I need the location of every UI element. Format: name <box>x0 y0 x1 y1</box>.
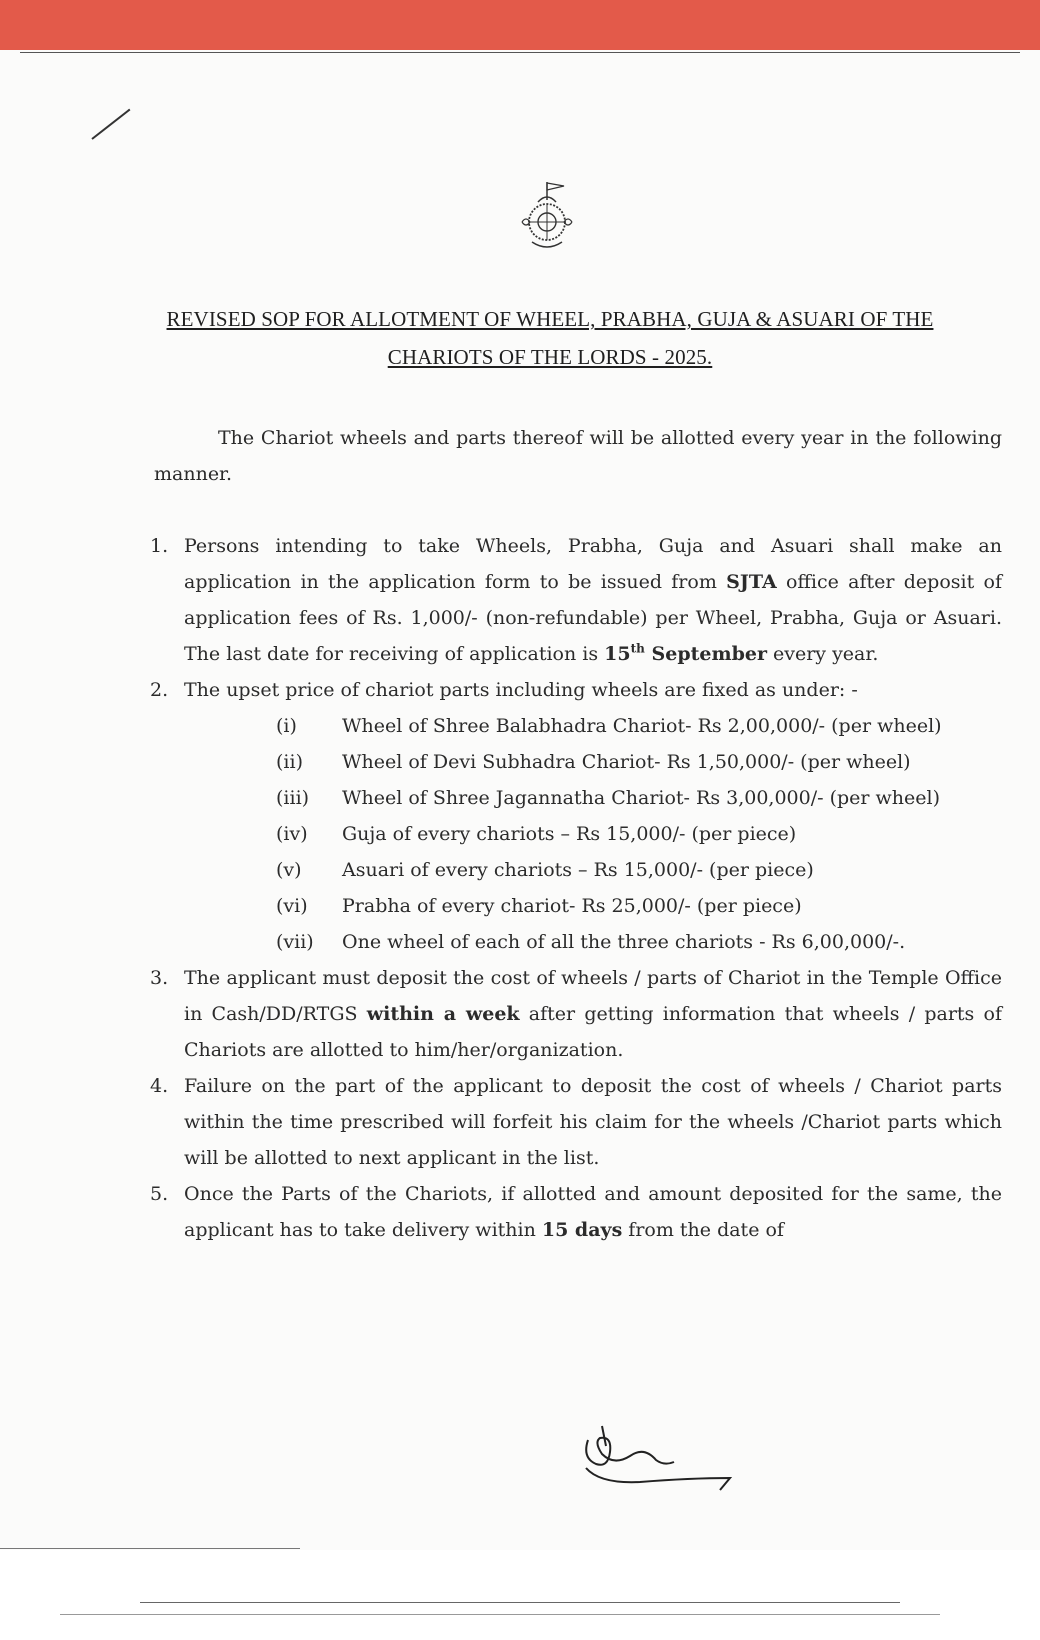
price-item <box>276 852 1002 888</box>
price-item <box>276 780 1002 816</box>
price-item-text: Prabha of every chariot- Rs 25,000/- (per piece) <box>342 895 802 917</box>
deadline-day: 15 <box>604 643 631 665</box>
price-item <box>276 816 1002 852</box>
price-item <box>276 924 1002 960</box>
price-item-text: Asuari of every chariots – Rs 15,000/- (per piece) <box>342 859 814 881</box>
item-text: every year. <box>766 643 879 665</box>
item-number: 3. <box>150 967 169 989</box>
list-item-1 <box>150 528 1002 672</box>
list-item-3 <box>150 960 1002 1068</box>
deadline-month: September <box>644 643 767 665</box>
footer-line <box>140 1602 900 1603</box>
price-item-text: Wheel of Devi Subhadra Chariot- Rs 1,50,000/- (per wheel) <box>342 751 911 773</box>
item-text: Once the Parts of the Chariots, if allotted and amount deposited for the same, the applicant has to take delivery within <box>184 1183 1002 1241</box>
item-text: The applicant must deposit the cost of wheels / parts of Chariot in the Temple Office in Cash/DD/RTGS <box>184 967 1002 1025</box>
deadline-day-suffix: th <box>630 641 645 656</box>
item-number: 4. <box>150 1075 169 1097</box>
list-item-5 <box>150 1176 1002 1248</box>
price-item-number: (v) <box>276 859 302 881</box>
title-line-1: REVISED SOP FOR ALLOTMENT OF WHEEL, PRABHA, GUJA & ASUARI OF THE <box>166 307 934 331</box>
item-text: after getting information that wheels / parts of Chariots are allotted to him/her/organization. <box>184 1003 1003 1061</box>
price-item <box>276 744 1002 780</box>
list-item-2 <box>150 672 1002 708</box>
item-text: The upset price of chariot parts including wheels are fixed as under: - <box>184 679 858 701</box>
footer-line <box>60 1614 940 1615</box>
item-text: Failure on the part of the applicant to deposit the cost of wheels / Chariot parts within the time prescribed will forfeit his claim for the wheels /Chariot parts which will be allotted to next applicant in the list. <box>184 1075 1002 1169</box>
item-bold-text: within a week <box>366 1003 520 1025</box>
price-item-text: One wheel of each of all the three chariots - Rs 6,00,000/-. <box>342 931 906 953</box>
price-item-text: Wheel of Shree Balabhadra Chariot- Rs 2,00,000/- (per wheel) <box>342 715 942 737</box>
footer-strip <box>0 1550 1040 1640</box>
top-accent-bar <box>0 0 1040 50</box>
price-item-number: (ii) <box>276 751 303 773</box>
price-item-number: (iii) <box>276 787 310 809</box>
price-item-number: (i) <box>276 715 297 737</box>
intro-paragraph: The Chariot wheels and parts thereof will be allotted every year in the following manner. <box>154 427 1002 485</box>
list-item-4 <box>150 1068 1002 1176</box>
price-item-number: (iv) <box>276 823 308 845</box>
item-bold-text: 15 days <box>541 1219 623 1241</box>
item-number: 5. <box>150 1183 169 1205</box>
price-item <box>276 888 1002 924</box>
price-item-number: (vi) <box>276 895 308 917</box>
title-line-2: CHARIOTS OF THE LORDS - 2025. <box>387 345 713 369</box>
handwritten-signature <box>580 1418 760 1498</box>
price-item-number: (vii) <box>276 931 314 953</box>
bottom-scan-line <box>0 1548 300 1549</box>
item-text: Persons intending to take Wheels, Prabha, Guja and Asuari shall make an application in the application form to be issued from <box>184 535 1002 593</box>
top-scan-line <box>20 52 1020 53</box>
item-text: office after deposit of application fees of Rs. 1,000/- (non-refundable) per Wheel, Prabha, Guja or Asuari. The last date for receiving of application is <box>184 571 1002 665</box>
price-item-text: Guja of every chariots – Rs 15,000/- (per piece) <box>342 823 797 845</box>
price-item <box>276 708 1002 744</box>
temple-emblem-icon <box>512 178 582 256</box>
price-item-text: Wheel of Shree Jagannatha Chariot- Rs 3,00,000/- (per wheel) <box>342 787 940 809</box>
item-number: 2. <box>150 679 169 701</box>
document-title <box>100 300 1000 376</box>
item-number: 1. <box>150 535 169 557</box>
sop-list <box>150 528 1002 1248</box>
item-text: from the date of <box>622 1219 784 1241</box>
item-bold-text: SJTA <box>726 571 777 593</box>
